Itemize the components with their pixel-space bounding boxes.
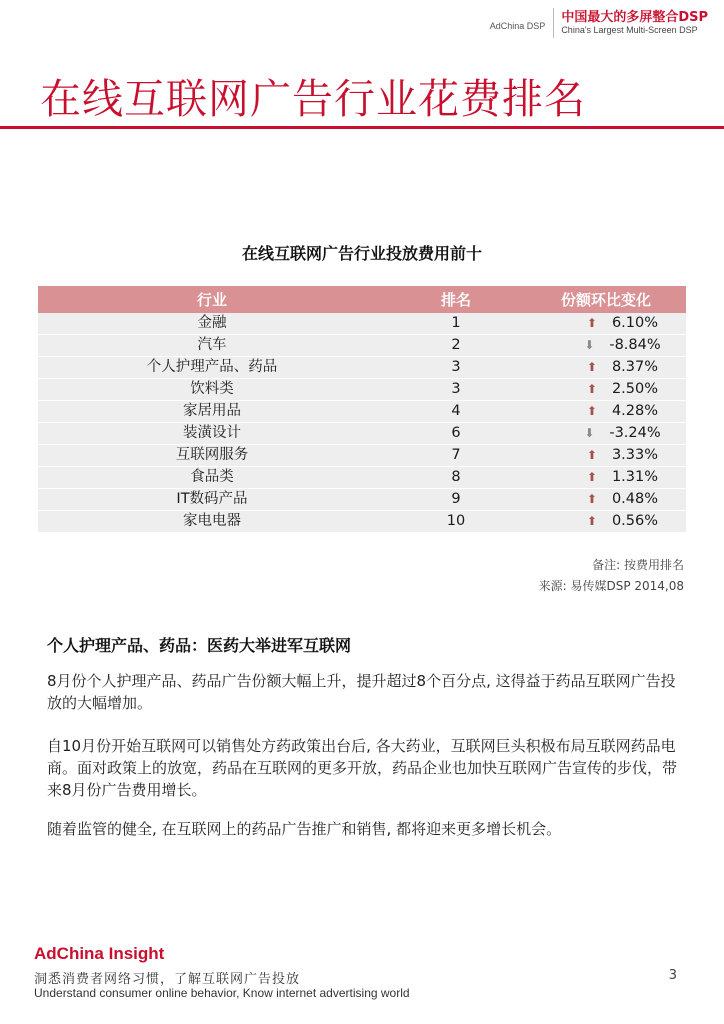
- change-value: -3.24%: [609, 425, 661, 441]
- arrow-up-icon: ⬆: [586, 514, 597, 528]
- change-value: -8.84%: [609, 337, 661, 353]
- cell-change: [526, 423, 686, 445]
- table-row: [38, 313, 686, 335]
- change-value: 8.37%: [611, 359, 659, 375]
- change-value: 2.50%: [611, 381, 659, 397]
- cell-rank: 3: [451, 359, 461, 375]
- table-row: [38, 401, 686, 423]
- paragraph: 8月份个人护理产品、药品广告份额大幅上升，提升超过8个百分点, 这得益于药品互联网广告投放的大幅增加。: [47, 672, 676, 712]
- footer-brand: AdChina Insight: [34, 944, 165, 963]
- cell-rank: 9: [451, 491, 461, 507]
- cell-change: [526, 489, 686, 511]
- column-header-change: 份额环比变化: [526, 286, 686, 313]
- table-header-row: [38, 286, 686, 313]
- ranking-table: [38, 286, 686, 533]
- table-title: 在线互联网广告行业投放费用前十: [241, 244, 482, 263]
- cell-change: [526, 401, 686, 423]
- table-row: [38, 467, 686, 489]
- footer-tagline-en: Understand consumer online behavior, Know internet advertising world: [34, 986, 410, 1000]
- arrow-up-icon: ⬆: [586, 448, 597, 462]
- arrow-down-icon: ⬇: [584, 426, 595, 440]
- table-body: [38, 313, 686, 533]
- change-value: 3.33%: [611, 447, 659, 463]
- cell-change: [526, 467, 686, 489]
- page-number: 3: [668, 968, 677, 983]
- cell-industry: 汽车: [197, 337, 227, 353]
- arrow-down-icon: ⬇: [584, 338, 595, 352]
- table-row: [38, 445, 686, 467]
- cell-industry: 饮料类: [190, 381, 234, 397]
- change-value: 0.56%: [611, 513, 659, 529]
- cell-industry: 互联网服务: [175, 447, 249, 463]
- change-value: 0.48%: [611, 491, 659, 507]
- arrow-up-icon: ⬆: [586, 470, 597, 484]
- table-source: 来源: 易传媒DSP 2014,08: [538, 579, 684, 593]
- cell-rank: 7: [451, 447, 461, 463]
- change-value: 4.28%: [611, 403, 659, 419]
- cell-rank: 3: [451, 381, 461, 397]
- cell-change: [526, 445, 686, 467]
- cell-rank: 2: [451, 337, 461, 353]
- header-slogan: [561, 10, 708, 36]
- arrow-up-icon: ⬆: [586, 360, 597, 374]
- cell-industry: 食品类: [190, 469, 234, 485]
- table-row: [38, 489, 686, 511]
- cell-rank: 8: [451, 469, 461, 485]
- cell-industry: 家电电器: [183, 513, 241, 529]
- table-row: [38, 335, 686, 357]
- cell-change: [526, 335, 686, 357]
- cell-change: [526, 511, 686, 533]
- cell-rank: 6: [451, 425, 461, 441]
- cell-industry: 金融: [197, 315, 227, 331]
- cell-industry: 装潢设计: [183, 425, 241, 441]
- arrow-up-icon: ⬆: [586, 382, 597, 396]
- paragraph: 随着监管的健全, 在互联网上的药品广告推广和销售, 都将迎来更多增长机会。: [47, 820, 562, 838]
- arrow-up-icon: ⬆: [586, 316, 597, 330]
- table-note: 备注: 按费用排名: [592, 558, 684, 572]
- header-slogan-en: China's Largest Multi-Screen DSP: [561, 25, 698, 35]
- footer-tagline-cn: 洞悉消费者网络习惯，了解互联网广告投放: [34, 972, 301, 987]
- cell-change: [526, 313, 686, 335]
- column-header-industry: 行业: [38, 286, 386, 313]
- header-slogan-cn: 中国最大的多屏整合DSP: [561, 10, 708, 25]
- section-heading: 个人护理产品、药品：医药大举进军互联网: [47, 636, 352, 655]
- cell-industry: 家居用品: [183, 403, 241, 419]
- paragraph: 自10月份开始互联网可以销售处方药政策出台后, 各大药业，互联网巨头积极布局互联网药品电商。面对政策上的放宽，药品在互联网的更多开放，药品企业也加快互联网广告宣传的步伐，带来8月份广告费用增长。: [47, 737, 678, 799]
- cell-change: [526, 379, 686, 401]
- header-divider: [553, 8, 554, 38]
- cell-change: [526, 357, 686, 379]
- cell-industry: 个人护理产品、药品: [146, 359, 278, 375]
- cell-rank: 10: [446, 513, 466, 529]
- table-row: [38, 357, 686, 379]
- cell-rank: 1: [451, 315, 461, 331]
- table-row: [38, 423, 686, 445]
- change-value: 6.10%: [611, 315, 659, 331]
- page-title: 在线互联网广告行业花费排名: [40, 75, 586, 123]
- column-header-rank: 排名: [386, 286, 526, 313]
- table-row: [38, 379, 686, 401]
- cell-industry: IT数码产品: [176, 491, 248, 507]
- change-value: 1.31%: [611, 469, 659, 485]
- header-product: AdChina DSP: [489, 21, 546, 31]
- table-row: [38, 511, 686, 533]
- cell-rank: 4: [451, 403, 461, 419]
- arrow-up-icon: ⬆: [586, 492, 597, 506]
- arrow-up-icon: ⬆: [586, 404, 597, 418]
- header-brand: [490, 6, 708, 40]
- title-rule: [0, 126, 724, 129]
